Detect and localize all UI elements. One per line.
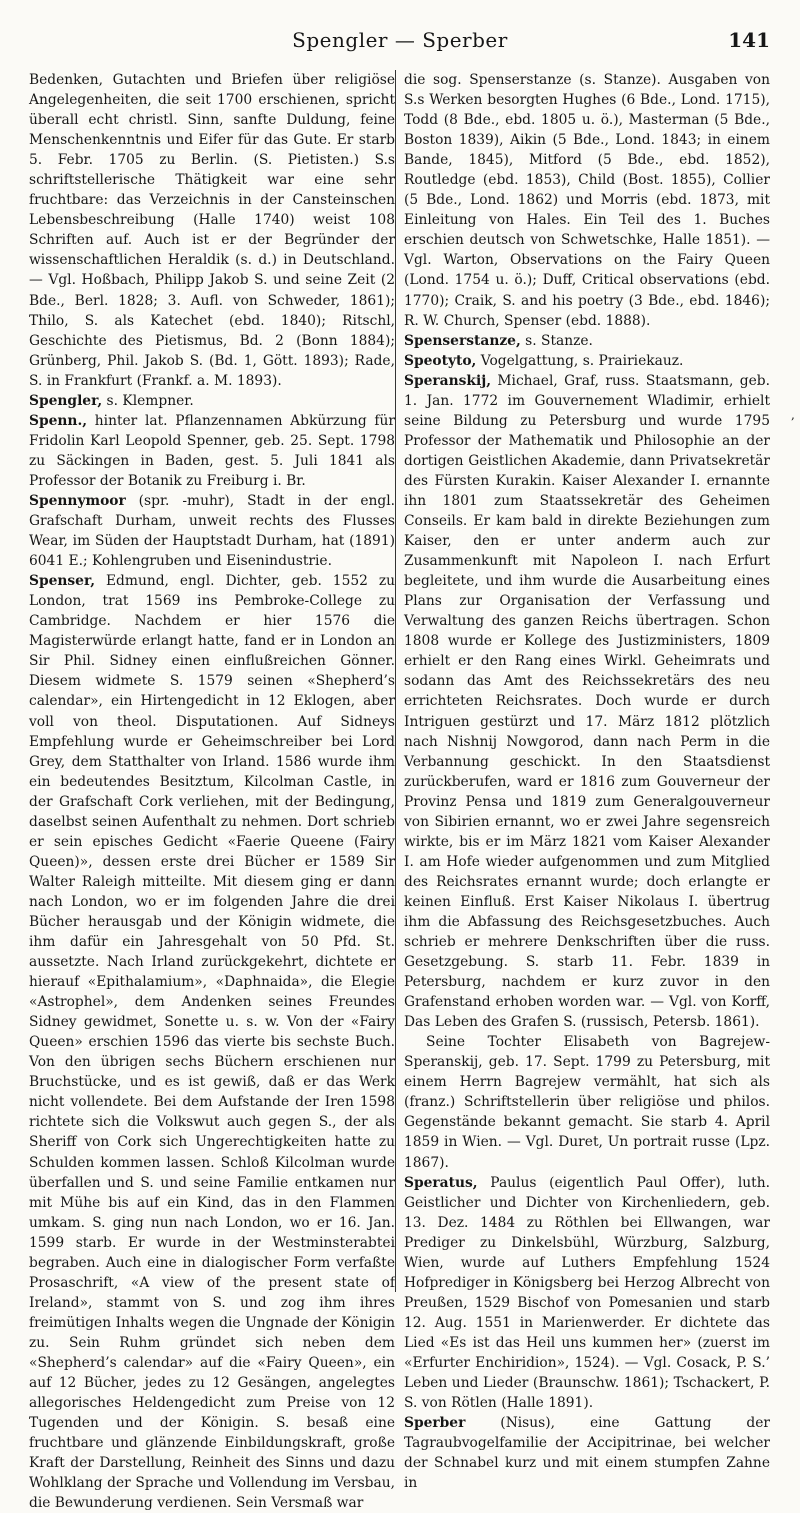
entry-spenserstanze xyxy=(404,331,770,351)
entry-text: s. Stanze. xyxy=(520,332,593,349)
entry-speranskij xyxy=(404,371,770,1033)
entry-text: hinter lat. Pflanzennamen Abkürzung für Fridolin Karl Leopold Spenner, geb. 25. Sept. 1798 zu Säckingen in Baden, gest. 5. Juli 1841 als Professor der Botanik zu Freiburg i. Br. xyxy=(29,412,395,489)
entry-text: Edmund, engl. Dichter, geb. 1552 zu London, trat 1569 ins Pembroke-College zu Cambridge. Nachdem er hier 1576 die Magisterwürde erlangt hatte, fand er in London an Sir Phil. Sidney einen einflußreichen Gönner. Diesem widmete S. 1579 seinen «Shepherd’s calendar», ein Hirtengedicht in 12 Eklogen, aber voll von theol. Disputationen. Auf Sidneys Empfehlung wurde er Geheimschreiber bei Lord Grey, dem Statthalter von Irland. 1586 wurde ihm ein bedeutendes Besitztum, Kilcolman Castle, in der Grafschaft Cork verliehen, mit der Bedingung, daselbst seinen Aufenthalt zu nehmen. Dort schrieb er sein episches Gedicht «Faerie Queene (Fairy Queen)», dessen erste drei Bücher er 1589 Sir Walter Raleigh mitteilte. Mit diesem ging er dann nach London, wo er im folgenden Jahre die drei Bücher herausgab und der Königin widmete, die ihm dafür ein Jahresgehalt von 50 Pfd. St. aussetzte. Nach Irland zurückgekehrt, dichtete er hierauf «Epithalamium», «Daphnaida», die Elegie «Astrophel», dem Andenken seines Freundes Sidney gewidmet, Sonette u. s. w. Von der «Fairy Queen» erschien 1596 das vierte bis sechste Buch. Von den übrigen sechs Büchern erschienen nur Bruchstücke, und es ist gewiß, daß er das Werk nicht vollendete. Bei dem Aufstande der Iren 1598 richtete sich die Volkswut auch gegen S., der als Sheriff von Cork sich Ungerechtigkeiten hatte zu Schulden kommen lassen. Schloß Kilcolman wurde überfallen und S. und seine Familie entkamen nur mit Mühe bis auf ein Kind, das in den Flammen umkam. S. ging nun nach London, wo er 16. Jan. 1599 starb. Er wurde in der Westminsterabtei begraben. Auch eine in dialogischer Form verfaßte Prosaschrift, «A view of the present state of Ireland», stammt von S. und zog ihm ihres freimütigen Inhalts wegen die Ungnade der Königin zu. Sein Ruhm gründet sich neben dem «Shepherd’s calendar» auf die «Fairy Queen», ein auf 12 Bücher, jedes zu 12 Gesängen, angelegtes allegorisches Heldengedicht zum Preise von 12 Tugenden und der Königin. S. besaß eine fruchtbare und glänzende Einbildungskraft, große Kraft der Darstellung, Reinheit des Sinns und dazu Wohlklang der Sprache und Vollendung im Versbau, die Bewunderung verdienen. Sein Versmaß war xyxy=(29,573,395,1512)
entry-speotyto xyxy=(404,351,770,371)
entry-headword: Spenn., xyxy=(29,412,88,429)
page-header xyxy=(0,28,800,62)
entry-headword: Spenser, xyxy=(29,573,96,590)
entry-spenn xyxy=(29,411,395,491)
entry-text: Paulus (eigentlich Paul Offer), luth. Geistlicher und Dichter von Kirchenliedern, geb. 13. Dez. 1484 zu Röthlen bei Ellwangen, war Prediger zu Dinkelsbühl, Würzburg, Salzburg, Wien, wurde auf Luthers Empfehlung 1524 Hofprediger in Königsberg bei Herzog Albrecht von Preußen, 1529 Bischof von Pomesanien und starb 12. Aug. 1551 in Marienwerder. Er dichtete das Lied «Es ist das Heil uns kummen her» (zuerst im «Erfurter Enchiridion», 1524). — Vgl. Cosack, P. S.’ Leben und Lieder (Braunschw. 1861); Tschackert, P. S. von Rötlen (Halle 1891). xyxy=(404,1174,770,1412)
entry-text: (Nisus), eine Gattung der Tagraubvogelfamilie der Accipitrinae, bei welcher der Schnabel kurz und mit einem stumpfen Zahne in xyxy=(404,1415,770,1492)
entry-text: s. Klempner. xyxy=(102,392,194,409)
left-column xyxy=(29,70,395,1512)
margin-mark: , xyxy=(791,408,795,422)
entry-text: Seine Tochter Elisabeth von Bagrejew-Speranskij, geb. 17. Sept. 1799 zu Petersburg, mit einem Herrn Bagrejew vermählt, hat sich als (franz.) Schriftstellerin über religiöse und philos. Gegenstände bekannt gemacht. Sie starb 4. April 1859 in Wien. — Vgl. Duret, Un portrait russe (Lpz. 1867). xyxy=(404,1034,770,1171)
entry-headword: Spennymoor xyxy=(29,492,126,509)
entry-sperber xyxy=(404,1413,770,1493)
entry-headword: Speranskij, xyxy=(404,372,491,389)
column-divider xyxy=(395,70,396,1292)
entry-spener-continued xyxy=(29,70,395,391)
entry-headword: Spengler, xyxy=(29,392,103,409)
entry-headword: Speotyto, xyxy=(404,352,477,369)
entry-speratus xyxy=(404,1173,770,1414)
entry-text: Bedenken, Gutachten und Briefen über religiöse Angelegenheiten, die seit 1700 erschienen, spricht überall echt christl. Sinn, sanfte Duldung, feine Menschenkenntnis und Eifer für das Gute. Er starb 5. Febr. 1705 zu Berlin. (S. Pietisten.) S.s schriftstellerische Thätigkeit war eine sehr fruchtbare: das Verzeichnis in der Cansteinschen Lebensbeschreibung (Halle 1740) weist 108 Schriften auf. Auch ist er der Begründer der wissenschaftlichen Heraldik (s. d.) in Deutschland. — Vgl. Hoßbach, Philipp Jakob S. und seine Zeit (2 Bde., Berl. 1828; 3. Aufl. von Schweder, 1861); Thilo, S. als Katechet (ebd. 1840); Ritschl, Geschichte des Pietismus, Bd. 2 (Bonn 1884); Grünberg, Phil. Jakob S. (Bd. 1, Gött. 1893); Rade, S. in Frankfurt (Frankf. a. M. 1893). xyxy=(29,72,395,389)
entry-spenser-continued xyxy=(404,70,770,331)
entry-headword: Spenserstanze, xyxy=(404,332,521,349)
entry-spenser xyxy=(29,571,395,1513)
entry-text: (spr. -muhr), Stadt in der engl. Grafschaft Durham, unweit rechts des Flusses Wear, im Süden der Hauptstadt Durham, hat (1891) 6041 E.; Kohlengruben und Eisenindustrie. xyxy=(29,492,395,570)
page-number: 141 xyxy=(728,28,770,52)
entry-headword: Sperber xyxy=(404,1415,466,1432)
running-title: Spengler — Sperber xyxy=(292,28,508,52)
right-column xyxy=(404,70,770,1492)
entry-headword: Speratus, xyxy=(404,1174,478,1191)
entry-speranskij-daughter xyxy=(404,1032,770,1172)
entry-text: die sog. Spenserstanze (s. Stanze). Ausgaben von S.s Werken besorgten Hughes (6 Bde., Lond. 1715), Todd (8 Bde., ebd. 1805 u. ö.), Masterman (5 Bde., Boston 1839), Aikin (5 Bde., Lond. 1843; in einem Bande, 1845), Mitford (5 Bde., ebd. 1852), Routledge (ebd. 1853), Child (Bost. 1855), Collier (5 Bde., Lond. 1862) und Morris (ebd. 1873, mit Einleitung von Hales. Ein Teil des 1. Buches erschien deutsch von Schwetschke, Halle 1851). — Vgl. Warton, Observations on the Fairy Queen (Lond. 1754 u. ö.); Duff, Critical observations (ebd. 1770); Craik, S. and his poetry (3 Bde., ebd. 1846); R. W. Church, Spenser (ebd. 1888). xyxy=(404,72,770,329)
entry-spengler xyxy=(29,391,395,411)
entry-text: Vogelgattung, s. Prairiekauz. xyxy=(476,352,684,369)
entry-text: Michael, Graf, russ. Staatsmann, geb. 1. Jan. 1772 im Gouvernement Wladimir, erhielt seine Bildung zu Petersburg und wurde 1795 Professor der Mathematik und Philosophie an der dortigen Geistlichen Akademie, dann Privatsekretär des Fürsten Kurakin. Kaiser Alexander I. ernannte ihn 1801 zum Staatssekretär des Geheimen Conseils. Er kam bald in direkte Beziehungen zum Kaiser, den er unter anderm auch zur Zusammenkunft mit Napoleon I. nach Erfurt begleitete, und ihm wurde die Ausarbeitung eines Plans zur Organisation der Verfassung und Verwaltung des ganzen Reichs übertragen. Schon 1808 wurde er Kollege des Justizministers, 1809 erhielt er den Rang eines Wirkl. Geheimrats und sodann das Amt des Reichssekretärs des neu errichteten Reichsrates. Doch wurde er durch Intriguen gestürzt und 17. März 1812 plötzlich nach Nishnij Nowgorod, dann nach Perm in die Verbannung geschickt. In den Staatsdienst zurückberufen, ward er 1816 zum Gouverneur der Provinz Pensa und 1819 zum Generalgouverneur von Sibirien ernannt, wo er zwei Jahre segensreich wirkte, bis er im März 1821 vom Kaiser Alexander I. am Hofe wieder aufgenommen und zum Mitglied des Reichsrates ernannt wurde; doch erlangte er keinen Einfluß. Erst Kaiser Nikolaus I. übertrug ihm die Abfassung des Reichsgesetzbuches. Auch schrieb er mehrere Denkschriften über die russ. Gesetzgebung. S. starb 11. Febr. 1839 in Petersburg, nachdem er kurz zuvor in den Grafenstand erhoben worden war. — Vgl. von Korff, Das Leben des Grafen S. (russisch, Petersb. 1861). xyxy=(404,372,770,1031)
entry-spennymoor xyxy=(29,491,395,571)
